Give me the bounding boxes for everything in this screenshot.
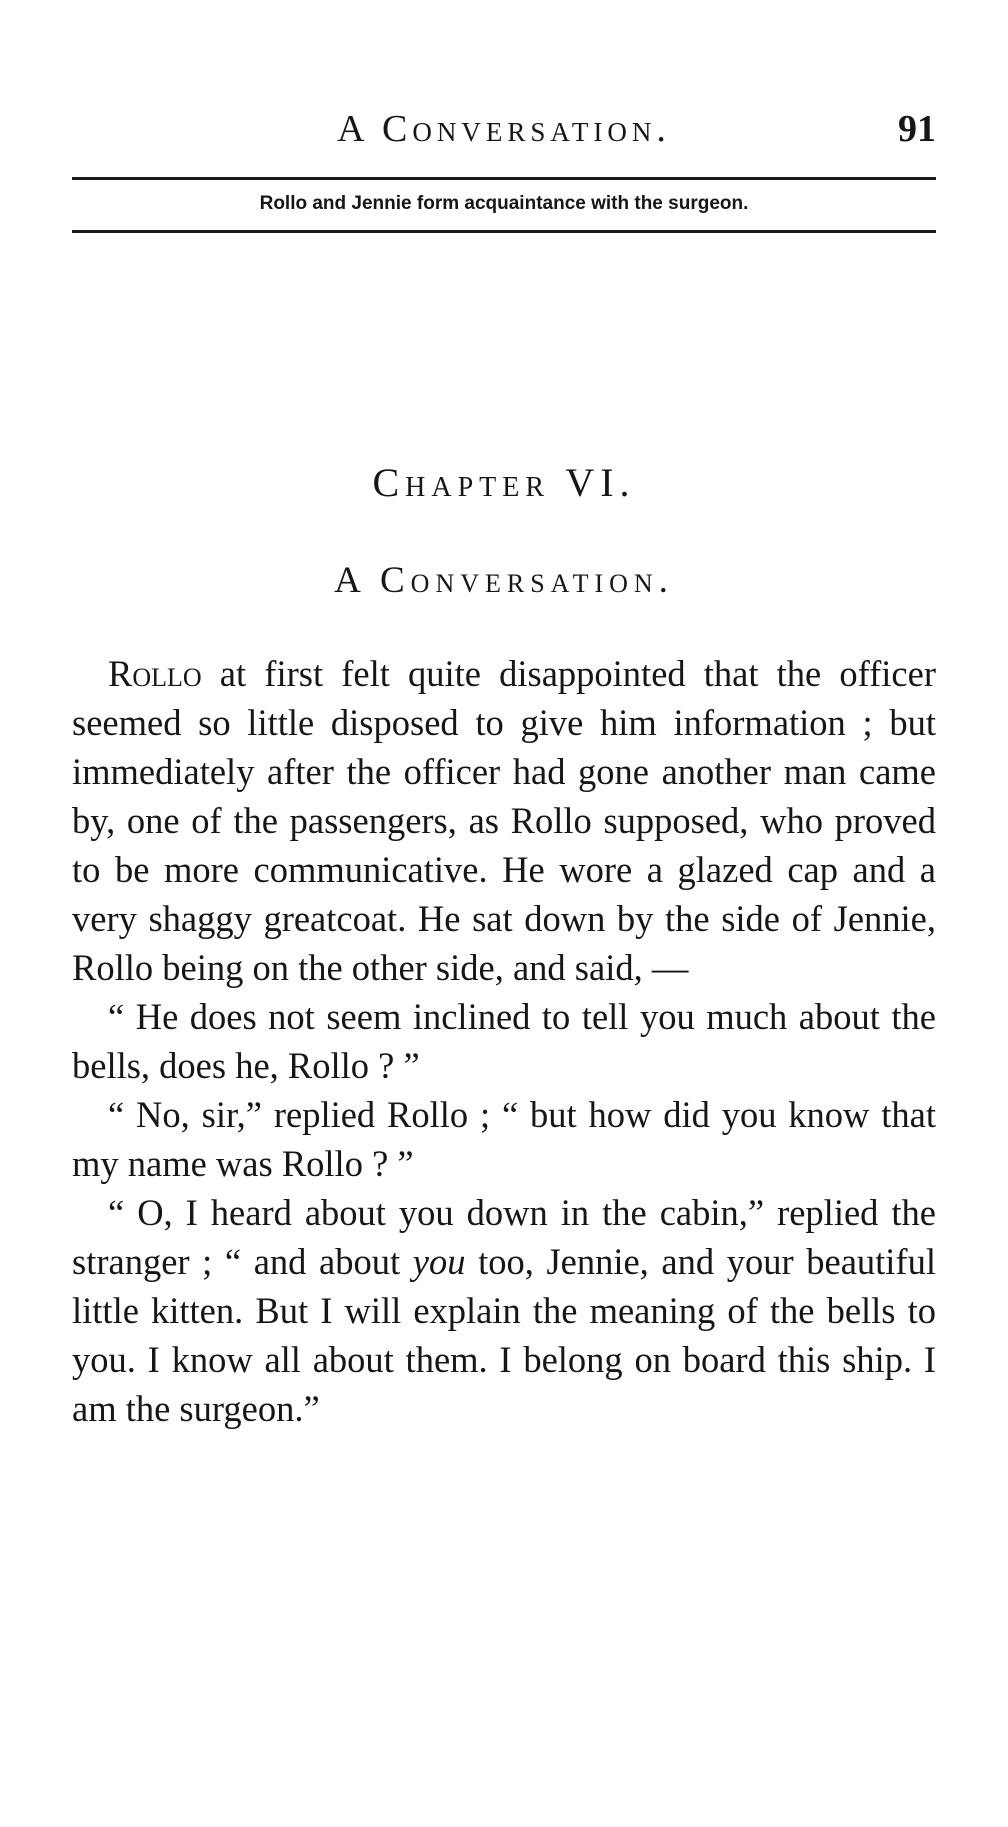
- page-number: 91: [898, 108, 936, 150]
- header-rule-bottom: [72, 230, 936, 233]
- paragraph: [72, 649, 936, 992]
- header-rule-top: [72, 177, 936, 180]
- emphasized-word: you: [412, 1241, 466, 1282]
- running-head: [72, 104, 936, 154]
- paragraph: [72, 992, 936, 1090]
- paragraph-lead-word: Rollo: [108, 653, 202, 694]
- chapter-subhead: Rollo and Jennie form acquaintance with the surgeon.: [259, 193, 749, 214]
- chapter-title: A Conversation.: [334, 560, 674, 601]
- paragraph-text: “ No, sir,” replied Rollo ; “ but how did you know that my name was Rollo ? ”: [72, 1094, 936, 1184]
- paragraph: [72, 1090, 936, 1188]
- paragraph-text: “ He does not seem inclined to tell you much about the bells, does he, Rollo ? ”: [72, 996, 936, 1086]
- paragraph-text: at first felt quite disappointed that the officer seemed so little disposed to give him information ; but immediately after the officer had gone another man came by, one of the passengers, as Rollo supposed, who proved to be more communicative. He wore a glazed cap and a very shaggy greatcoat. He sat down by the side of Jennie, Rollo being on the other side, and said, —: [72, 653, 936, 988]
- paragraph-text: too, Jennie, and your beautiful little kitten. But I will explain the meaning of the bells to you. I know all about them. I belong on board this ship. I am the surgeon.”: [72, 1241, 936, 1429]
- body-text: [72, 649, 936, 1433]
- paragraph-text: “ O, I heard about you down in the cabin,” replied the stranger ; “ and about: [72, 1192, 936, 1282]
- paragraph: [72, 1188, 936, 1433]
- chapter-number: Chapter VI.: [372, 460, 636, 505]
- running-title: A Conversation.: [337, 108, 671, 150]
